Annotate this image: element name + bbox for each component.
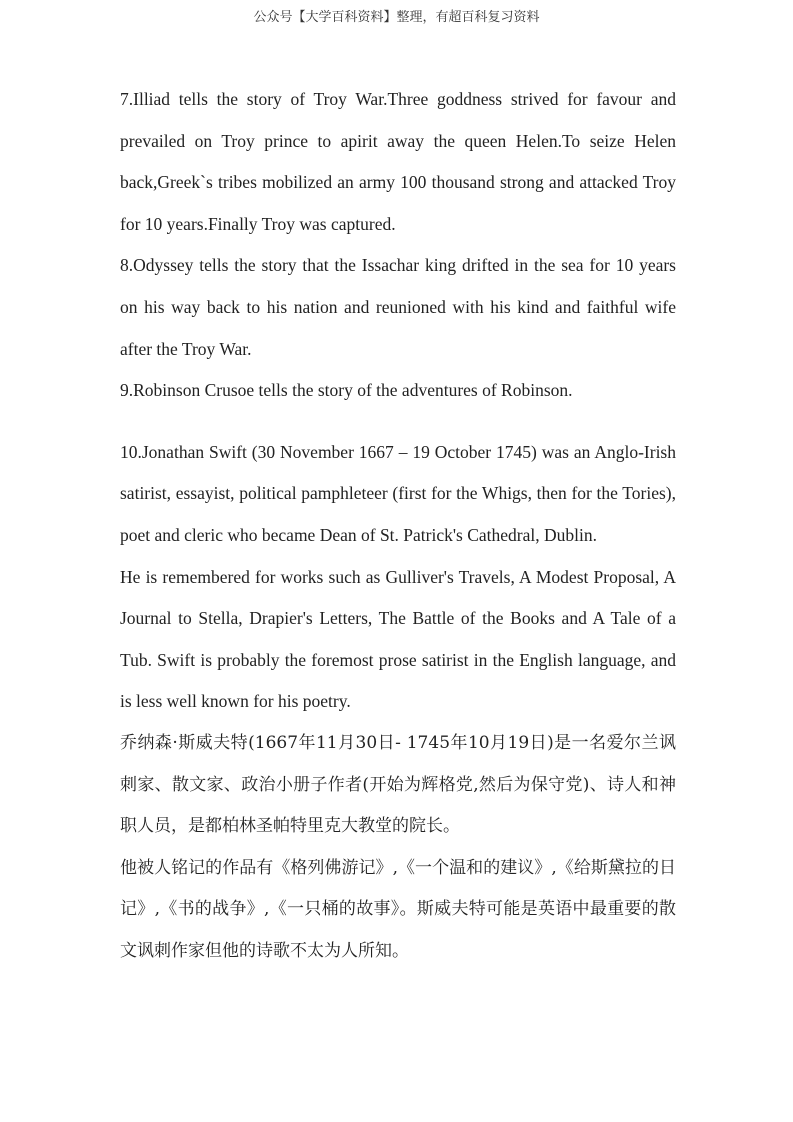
page-header: 公众号【大学百科资料】整理，有超百科复习资料	[253, 10, 540, 25]
paragraph-illiad: 7.Illiad tells the story of Troy War.Three goddness strived for favour and prevailed on Troy prince to apirit away the queen Helen.To seize Helen back,Greek`s tribes mobilized an army 100 thousand strong and attacked Troy for 10 years.Finally Troy was captured.	[120, 89, 676, 234]
document-body	[120, 79, 676, 972]
paragraph-odyssey: 8.Odyssey tells the story that the Issachar king drifted in the sea for 10 years on his way back to his nation and reunioned with his kind and faithful wife after the Troy War.	[120, 255, 676, 359]
paragraph-swift-works: He is remembered for works such as Gulliver's Travels, A Modest Proposal, A Journal to Stella, Drapier's Letters, The Battle of the Books and A Tale of a Tub. Swift is probably the foremost prose satirist in the English language, and is less well known for his poetry.	[120, 566, 676, 712]
paragraph-swift-chinese-bio: 乔纳森·斯威夫特(1667年11月30日- 1745年10月19日)是一名爱尔兰讽刺家、散文家、政治小册子作者(开始为辉格党,然后为保守党)、诗人和神职人员，是都柏林圣帕特里克大教堂的院长。	[120, 732, 676, 837]
paragraph-swift-chinese-works: 他被人铭记的作品有《格列佛游记》,《一个温和的建议》,《给斯黛拉的日记》,《书的战争》,《一只桶的故事》。斯威夫特可能是英语中最重要的散文讽刺作家但他的诗歌不太为人所知。	[120, 857, 676, 961]
paragraph-robinson-crusoe: 9.Robinson Crusoe tells the story of the adventures of Robinson.	[120, 380, 573, 401]
paragraph-jonathan-swift: 10.Jonathan Swift (30 November 1667 – 19 October 1745) was an Anglo-Irish satirist, essayist, political pamphleteer (first for the Whigs, then for the Tories), poet and cleric who became Dean of St. Patrick's Cathedral, Dublin.	[120, 441, 676, 545]
